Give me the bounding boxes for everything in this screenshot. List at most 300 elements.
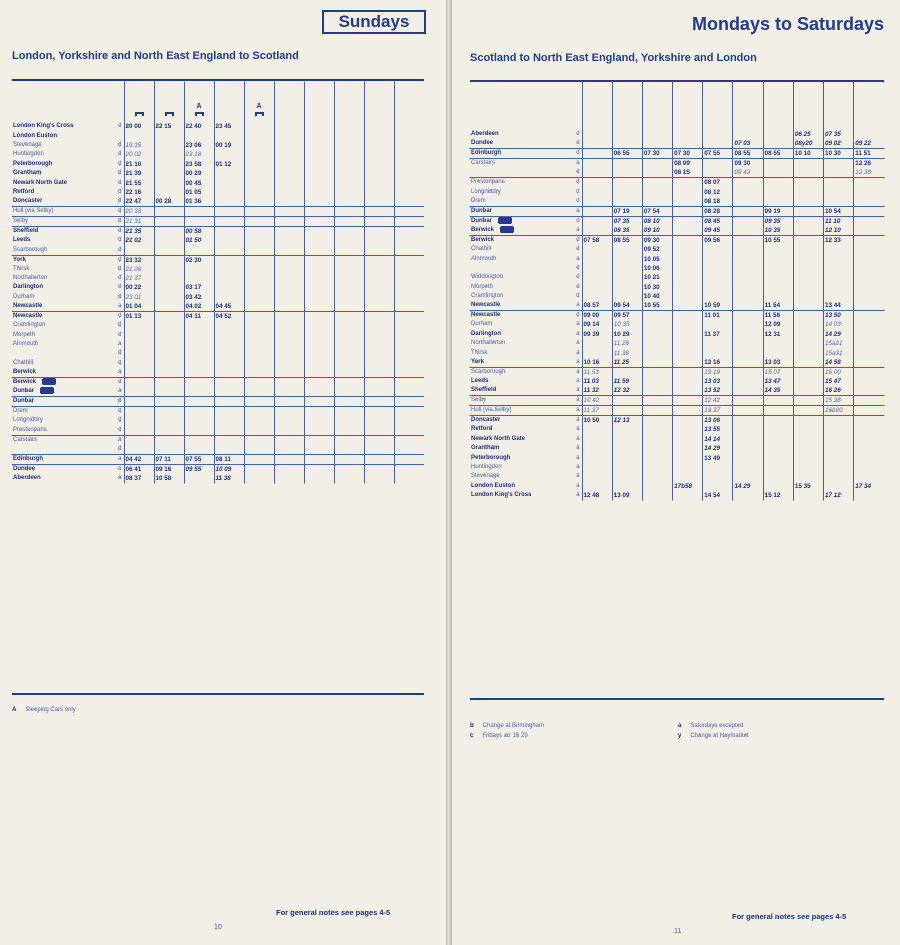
train-time (733, 273, 763, 282)
train-time: 07 30 (673, 149, 703, 159)
train-time (364, 397, 394, 407)
train-time (154, 359, 184, 368)
train-time: 16b20 (824, 406, 854, 416)
train-time: 11 56 (763, 311, 793, 321)
train-time (244, 454, 274, 464)
train-time (733, 187, 763, 196)
train-time: 12 33 (824, 235, 854, 245)
train-time (824, 197, 854, 207)
train-time (703, 130, 733, 139)
train-time (763, 435, 793, 444)
train-time (244, 293, 274, 302)
train-time: 07 55 (184, 454, 214, 464)
footnote-text: Change at Haymarket (690, 733, 749, 739)
train-time (612, 292, 642, 301)
train-time (673, 435, 703, 444)
train-time (394, 217, 424, 227)
train-time: 08 55 (763, 149, 793, 159)
timetable-row (470, 386, 884, 396)
station-name: Durham (13, 293, 35, 300)
station-name: London King's Cross (471, 492, 532, 499)
train-time (854, 187, 884, 196)
station-name: Carstairs (12, 435, 116, 445)
timetable-row (12, 407, 424, 417)
train-time: 22 16 (124, 188, 154, 197)
train-time (184, 217, 214, 227)
train-time (304, 464, 334, 474)
train-time (304, 207, 334, 217)
train-time (763, 264, 793, 273)
timetable-row (470, 273, 884, 282)
timetable-row (470, 330, 884, 339)
train-time (763, 197, 793, 207)
train-time (394, 330, 424, 339)
train-time (673, 292, 703, 301)
station-name: Cramlington (13, 322, 46, 329)
train-time: 04 52 (214, 312, 244, 322)
train-time (364, 265, 394, 274)
arr-dep-marker: d (576, 140, 580, 147)
station-name: Edinburgh (470, 149, 574, 159)
train-time (334, 246, 364, 256)
train-time: 01 04 (124, 302, 154, 312)
station-name: Peterborough (471, 454, 511, 461)
timetable-row (12, 330, 424, 339)
timetable-row (12, 302, 424, 312)
train-time (364, 197, 394, 207)
train-time (304, 387, 334, 397)
train-time (244, 207, 274, 217)
station-name: Cramlington (471, 293, 504, 300)
train-time (854, 311, 884, 321)
train-time: 11 37 (703, 330, 733, 339)
train-time (154, 160, 184, 169)
train-time: 12 16 (703, 358, 733, 368)
train-time (364, 227, 394, 237)
train-time (244, 445, 274, 455)
train-time (154, 435, 184, 445)
train-time (703, 463, 733, 472)
station-name: Retford (471, 426, 493, 433)
train-time (184, 407, 214, 417)
train-time (274, 416, 304, 425)
arr-dep-marker: a (576, 330, 580, 337)
train-time (274, 217, 304, 227)
timetable-row (470, 311, 884, 321)
train-time: 08 57 (582, 301, 612, 311)
train-time (214, 435, 244, 445)
train-time (334, 445, 364, 455)
train-time (364, 454, 394, 464)
train-time (763, 254, 793, 263)
train-time: 12 13 (612, 416, 642, 426)
train-time (642, 491, 672, 500)
train-time (763, 425, 793, 434)
train-time: 21 02 (124, 236, 154, 245)
train-time (394, 445, 424, 455)
arr-dep-marker: d (118, 359, 122, 366)
train-time (394, 236, 424, 245)
train-time: 06 55 (612, 149, 642, 159)
train-time (154, 445, 184, 455)
train-time: 20 35 (124, 207, 154, 217)
train-time: 10 58 (154, 474, 184, 483)
timetable-row (12, 197, 424, 207)
footer-rule (12, 693, 424, 695)
column-header (334, 82, 364, 122)
train-time (673, 377, 703, 386)
train-time (124, 435, 154, 445)
station-name: Berwick (13, 369, 37, 376)
train-time: 07 35 (824, 130, 854, 139)
train-time (793, 254, 823, 263)
train-time: 12 32 (612, 386, 642, 396)
arr-dep-marker: d (118, 198, 122, 205)
timetable-row (470, 197, 884, 207)
train-time (304, 122, 334, 131)
arr-dep-marker: a (116, 435, 124, 445)
train-time (642, 482, 672, 491)
train-time (304, 197, 334, 207)
train-time (154, 407, 184, 417)
train-time (274, 207, 304, 217)
train-time (854, 330, 884, 339)
train-time (394, 349, 424, 358)
station-name: Durham (471, 321, 493, 328)
timetable-row (470, 396, 884, 406)
train-time (334, 321, 364, 330)
train-time (673, 330, 703, 339)
arr-dep-marker: d (118, 445, 122, 452)
train-time (184, 387, 214, 397)
train-time: 13 03 (763, 358, 793, 368)
arr-dep-marker: d (118, 331, 122, 338)
train-time (582, 197, 612, 207)
train-time (364, 122, 394, 131)
train-time (642, 168, 672, 178)
station-name: Dundee (471, 140, 494, 147)
train-time (154, 378, 184, 388)
train-time (642, 406, 672, 416)
arr-dep-marker: d (576, 246, 580, 253)
train-time (854, 463, 884, 472)
sleeping-car-icon (255, 112, 264, 116)
footnote-marker: A (256, 103, 262, 110)
arr-dep-marker: d (576, 131, 580, 138)
station-name: Newcastle (13, 303, 43, 310)
train-time: 01 05 (184, 188, 214, 197)
train-time (673, 197, 703, 207)
train-time (214, 407, 244, 417)
train-time (673, 320, 703, 329)
train-time (763, 482, 793, 491)
train-time (244, 340, 274, 349)
train-time (763, 245, 793, 254)
train-time: 09 19 (763, 206, 793, 216)
train-time (733, 226, 763, 236)
train-time (793, 453, 823, 462)
train-time (612, 254, 642, 263)
train-time (334, 330, 364, 339)
train-time (582, 339, 612, 348)
timetable-row (470, 168, 884, 178)
train-time (334, 454, 364, 464)
arr-dep-marker: d (576, 274, 580, 281)
station-name: Chathill (471, 246, 492, 253)
train-time (733, 216, 763, 226)
train-time (763, 406, 793, 416)
timetable-row (12, 265, 424, 274)
train-time (334, 274, 364, 283)
train-time: 13 52 (703, 386, 733, 396)
train-time (733, 367, 763, 377)
station-name: London King's Cross (13, 123, 74, 130)
timetable-row (470, 235, 884, 245)
timetable-row (12, 131, 424, 140)
train-time: 04 02 (184, 302, 214, 312)
train-time (304, 141, 334, 150)
train-time (184, 321, 214, 330)
train-time (793, 396, 823, 406)
station-name: Prestonpans (470, 178, 574, 188)
train-time (733, 330, 763, 339)
arr-dep-marker: d (118, 284, 122, 291)
train-time (854, 301, 884, 311)
train-time (673, 216, 703, 226)
train-time (612, 130, 642, 139)
station-name: London Euston (13, 132, 57, 139)
train-time (854, 273, 884, 282)
train-time (733, 283, 763, 292)
train-time: 14 29 (703, 444, 733, 453)
column-header (154, 82, 184, 122)
train-time (214, 150, 244, 159)
train-time (124, 359, 154, 368)
train-time: 03 42 (184, 293, 214, 302)
arr-dep-marker: d (118, 188, 122, 195)
train-time (854, 197, 884, 207)
timetable-row (12, 160, 424, 169)
train-time: 10 55 (763, 235, 793, 245)
train-time: 21 37 (124, 274, 154, 283)
train-time (334, 255, 364, 265)
timetable-row (12, 169, 424, 178)
train-time: 07 55 (703, 149, 733, 159)
station-name: Alnmouth (13, 341, 39, 348)
arr-dep-marker: a (116, 454, 124, 464)
train-time (214, 349, 244, 358)
train-time: 08 35 (612, 226, 642, 236)
train-time (642, 377, 672, 386)
train-time (394, 397, 424, 407)
train-time (612, 472, 642, 481)
train-time (364, 435, 394, 445)
station-name: Newark North Gate (471, 435, 526, 442)
train-time: 09 45 (703, 226, 733, 236)
train-time (394, 169, 424, 178)
timetable-row (470, 292, 884, 301)
train-time (214, 169, 244, 178)
arr-dep-marker: d (116, 407, 124, 417)
train-time (154, 217, 184, 227)
station-name (470, 168, 574, 178)
train-time (214, 397, 244, 407)
train-time: 09 02 (824, 139, 854, 149)
timetable-row (12, 207, 424, 217)
train-time (364, 188, 394, 197)
station-name: Morpeth (471, 283, 494, 290)
train-time: 23 06 (184, 141, 214, 150)
train-time (154, 227, 184, 237)
train-time (154, 426, 184, 436)
train-time: 09 30 (642, 235, 672, 245)
arr-dep-marker: d (116, 217, 124, 227)
train-time: 09 55 (184, 464, 214, 474)
train-time (824, 264, 854, 273)
arr-dep-marker: a (118, 474, 122, 481)
station-name: Sheffield (471, 387, 497, 394)
arr-dep-marker: a (576, 255, 580, 262)
train-time (244, 227, 274, 237)
train-time (364, 445, 394, 455)
station-name: Northallerton (13, 275, 48, 282)
train-time (642, 130, 672, 139)
train-time (673, 491, 703, 500)
train-time: 13 47 (763, 377, 793, 386)
train-time (364, 426, 394, 436)
train-time (673, 178, 703, 188)
train-time (304, 302, 334, 312)
arr-dep-marker: a (576, 463, 580, 470)
train-time (394, 207, 424, 217)
header-rule (12, 79, 424, 81)
train-time (582, 453, 612, 462)
train-time (763, 273, 793, 282)
train-time: 09 35 (763, 216, 793, 226)
train-time (244, 368, 274, 378)
timetable-row (470, 453, 884, 462)
train-time (274, 330, 304, 339)
train-time (763, 292, 793, 301)
train-time: 15 12 (763, 491, 793, 500)
arr-dep-marker: a (574, 159, 582, 169)
page-heading: Sundays (322, 10, 426, 34)
train-time: 14 14 (703, 435, 733, 444)
train-time (703, 292, 733, 301)
train-time: 09 39 (582, 330, 612, 339)
train-time (793, 330, 823, 339)
train-time (763, 472, 793, 481)
train-time (824, 292, 854, 301)
timetable-row (12, 349, 424, 358)
bus-icon (42, 378, 56, 385)
column-header (364, 82, 394, 122)
train-time (612, 396, 642, 406)
train-time (304, 330, 334, 339)
timetable-row (12, 122, 424, 131)
train-time (703, 264, 733, 273)
train-time (214, 293, 244, 302)
station-name: Aberdeen (471, 131, 499, 138)
train-time (334, 207, 364, 217)
bus-icon (498, 217, 512, 224)
train-time (154, 169, 184, 178)
train-time (824, 178, 854, 188)
train-time (124, 426, 154, 436)
train-time: 09 00 (582, 311, 612, 321)
train-time (673, 396, 703, 406)
train-time (793, 301, 823, 311)
train-time (364, 330, 394, 339)
train-time (124, 387, 154, 397)
train-time (334, 302, 364, 312)
train-time (733, 339, 763, 348)
train-time (334, 265, 364, 274)
train-time (394, 407, 424, 417)
train-time (184, 445, 214, 455)
timetable-row (470, 264, 884, 273)
train-time: 09 14 (582, 320, 612, 329)
timetable-row (12, 178, 424, 187)
train-time: 11 01 (703, 311, 733, 321)
train-time (854, 348, 884, 357)
train-time (673, 283, 703, 292)
train-time (854, 444, 884, 453)
train-time (364, 416, 394, 425)
train-time (304, 227, 334, 237)
arr-dep-marker: a (574, 406, 582, 416)
timetable-row (12, 387, 424, 397)
train-time (184, 416, 214, 425)
arr-dep-marker: d (116, 312, 124, 322)
train-time (733, 348, 763, 357)
train-time (154, 255, 184, 265)
arr-dep-marker: a (118, 341, 122, 348)
train-time: 01 36 (184, 197, 214, 207)
train-time (304, 426, 334, 436)
station-name: Hull (via Selby) (12, 207, 116, 217)
arr-dep-marker: d (576, 169, 580, 176)
train-time (304, 236, 334, 245)
train-time (642, 178, 672, 188)
train-time (673, 264, 703, 273)
train-time: 14 54 (703, 491, 733, 500)
train-time (274, 160, 304, 169)
timetable-row (12, 293, 424, 302)
train-time: 10 30 (642, 283, 672, 292)
station-name: York (471, 358, 484, 365)
arr-dep-marker: a (576, 445, 580, 452)
train-time (334, 416, 364, 425)
station-name: Widdrington (471, 274, 504, 281)
station-name: Aberdeen (13, 474, 41, 481)
train-time (364, 283, 394, 292)
timetable-row (12, 283, 424, 292)
train-time (703, 348, 733, 357)
footer-rule (470, 698, 884, 700)
arr-dep-marker: a (576, 340, 580, 347)
train-time (824, 273, 854, 282)
train-time (364, 217, 394, 227)
train-time (214, 330, 244, 339)
train-time: 08 11 (214, 454, 244, 464)
train-time: 15 07 (763, 367, 793, 377)
train-time (703, 273, 733, 282)
train-time (733, 245, 763, 254)
train-time (642, 311, 672, 321)
station-name: Peterborough (13, 160, 53, 167)
train-time (673, 386, 703, 396)
